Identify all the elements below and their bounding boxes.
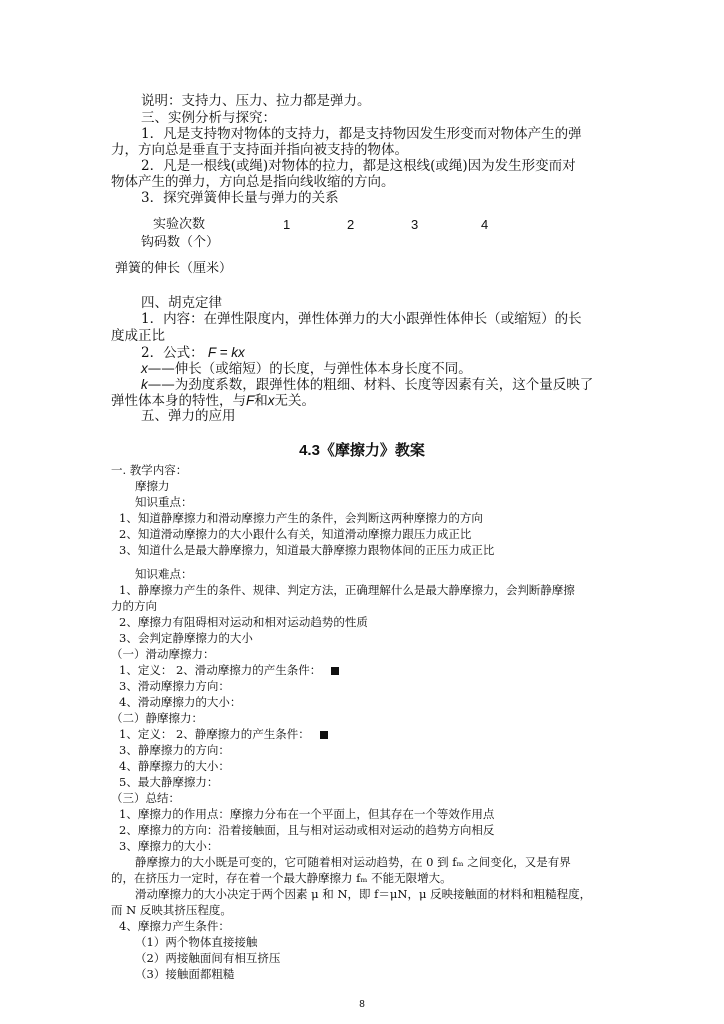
heading-five: 五、弹力的应用 [141, 408, 236, 424]
table-row-label-weights: 钩码数（个） [141, 235, 220, 250]
sliding-def-text: 1、定义： 2、滑动摩擦力的产生条件： [119, 663, 322, 677]
k-line2-and: 和 [254, 393, 268, 409]
lesson-line-24: 3、摩擦力的大小： [119, 839, 219, 853]
lesson-line-2: 摩擦力 [135, 479, 170, 493]
lesson-line-30: （1）两个物体直接接触 [135, 935, 258, 949]
lesson-line-29: 4、摩擦力产生条件： [119, 919, 230, 933]
symbol-x: x [267, 393, 275, 408]
blank-square-icon [320, 731, 328, 739]
lesson-line-4: 1、知道静摩擦力和滑动摩擦力产生的条件，会判断这两种摩擦力的方向 [119, 511, 483, 525]
lesson-line-8: 1、静摩擦力产生的条件、规律、判定方法，正确理解什么是最大静摩擦力，会判断静摩擦 [119, 583, 575, 597]
k-line2-suffix: 无关。 [274, 393, 315, 409]
lesson-title: 4.3《摩擦力》教案 [299, 442, 425, 459]
lesson-line-12: （一）滑动摩擦力： [111, 647, 215, 661]
blank-square-icon [331, 667, 339, 675]
static-def-text: 1、定义： 2、静摩擦力的产生条件： [119, 727, 310, 741]
table-col-2: 2 [347, 217, 355, 232]
table-row-label-trials: 实验次数 [153, 217, 206, 232]
lesson-line-20: 5、最大静摩擦力： [119, 775, 219, 789]
item2-line2: 物体产生的弹力，方向总是指向线收缩的方向。 [111, 174, 395, 190]
lesson-line-17 [119, 729, 328, 741]
item1-line2: 力，方向总是垂直于支持面并指向被支持的物体。 [111, 142, 408, 158]
k-line2-prefix: 弹性体本身的特性，与 [111, 393, 246, 409]
item2-line1: 2．凡是一根线(或绳)对物体的拉力，都是这根线(或绳)因为发生形变而对 [141, 158, 576, 174]
lesson-line-21: （三）总结： [111, 791, 180, 805]
lesson-line-14: 3、滑动摩擦力方向： [119, 679, 230, 693]
formula: F = kx [207, 345, 245, 360]
item1-line1: 1．凡是支持物对物体的支持力，都是支持物因发生形变而对物体产生的弹 [141, 126, 582, 142]
lesson-line-22: 1、摩擦力的作用点：摩擦力分布在一个平面上，但其存在一个等效作用点 [119, 807, 495, 821]
lesson-line-31: （2）两接触面间有相互挤压 [135, 951, 281, 965]
table-row-label-extension: 弹簧的伸长（厘米） [115, 261, 233, 276]
k-description: ——为劲度系数，跟弹性体的粗细、材料、长度等因素有关，这个量反映了 [147, 377, 594, 393]
hooke-heading: 四、胡克定律 [141, 295, 222, 311]
lesson-line-10: 2、摩擦力有阻碍相对运动和相对运动趋势的性质 [119, 615, 368, 629]
lesson-line-3: 知识重点： [135, 495, 193, 509]
lesson-line-1: 一. 教学内容： [111, 463, 188, 477]
x-definition [141, 362, 472, 377]
lesson-line-23: 2、摩擦力的方向：沿着接触面，且与相对运动或相对运动的趋势方向相反 [119, 823, 495, 837]
lesson-line-16: （二）静摩擦力： [111, 711, 203, 725]
table-col-1: 1 [283, 217, 291, 232]
lesson-line-7: 知识难点： [135, 567, 193, 581]
hooke-content-line2: 度成正比 [111, 328, 165, 344]
lesson-line-9: 力的方向 [111, 599, 157, 613]
lesson-line-25: 静摩擦力的大小既是可变的，它可随着相对运动趋势，在 0 到 fₘ 之间变化，又是有界 [135, 855, 571, 869]
page-number: 8 [359, 999, 365, 1010]
k-definition-line2 [111, 394, 315, 409]
lesson-line-5: 2、知道滑动摩擦力的大小跟什么有关，知道滑动摩擦力跟压力成正比 [119, 527, 472, 541]
k-symbol: k [141, 377, 148, 392]
x-description: ——伸长（或缩短）的长度，与弹性体本身长度不同。 [147, 361, 472, 377]
explanation-line: 说明：支持力、压力、拉力都是弹力。 [141, 93, 371, 109]
heading-three: 三、实例分析与探究： [141, 110, 276, 126]
lesson-line-28: 而 N 反映其挤压程度。 [111, 903, 232, 917]
symbol-f: F [246, 393, 255, 408]
lesson-line-27: 滑动摩擦力的大小决定于两个因素 μ 和 N，即 f＝μN，μ 反映接触面的材料和粗糙程度， [135, 887, 592, 901]
k-definition [141, 378, 593, 393]
hooke-content-line1: 1．内容：在弹性限度内，弹性体弹力的大小跟弹性体伸长（或缩短）的长 [141, 311, 582, 327]
lesson-line-18: 3、静摩擦力的方向： [119, 743, 230, 757]
item3-line: 3．探究弹簧伸长量与弹力的关系 [141, 190, 339, 206]
lesson-line-13 [119, 665, 339, 677]
lesson-line-15: 4、滑动摩擦力的大小： [119, 695, 242, 709]
hooke-formula-line [141, 346, 245, 361]
lesson-line-11: 3、会判定静摩擦力的大小 [119, 631, 253, 645]
lesson-line-19: 4、静摩擦力的大小： [119, 759, 230, 773]
lesson-line-32: （3）接触面都粗糙 [135, 967, 235, 981]
table-col-4: 4 [481, 217, 489, 232]
lesson-line-6: 3、知道什么是最大静摩擦力，知道最大静摩擦力跟物体间的正压力成正比 [119, 543, 495, 557]
table-col-3: 3 [411, 217, 419, 232]
x-symbol: x [141, 361, 148, 376]
formula-label: 2．公式： [141, 345, 204, 361]
lesson-line-26: 的，在挤压力一定时，存在着一个最大静摩擦力 fₘ 不能无限增大。 [111, 871, 452, 885]
